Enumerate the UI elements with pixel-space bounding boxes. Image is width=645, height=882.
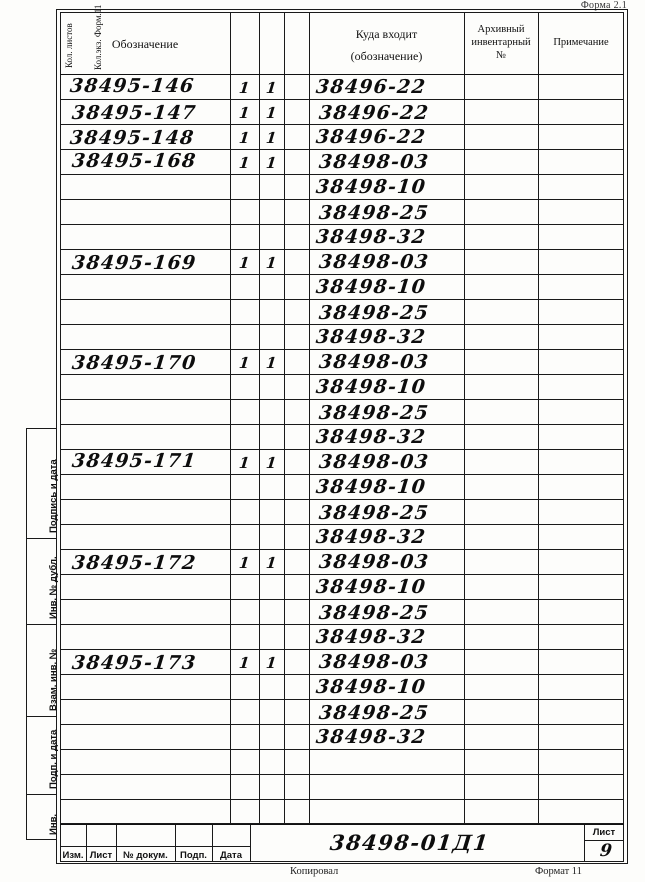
tb-col-data: Дата	[220, 850, 242, 861]
cell-where-included: 38498-25	[317, 502, 431, 524]
tb-col-izm: Изм.	[62, 850, 84, 861]
cell-where-included: 38498-03	[317, 551, 431, 573]
table-row[interactable]	[60, 649, 624, 674]
cell-where-included: 38498-32	[314, 726, 428, 748]
header-notes: Примечание	[553, 37, 609, 48]
cell-where-included: 38498-25	[317, 402, 431, 424]
cell-where-included: 38498-25	[317, 202, 431, 224]
tb-col-list: Лист	[89, 850, 113, 861]
cell-copies-count: 1	[265, 654, 278, 672]
footer-format: Формат 11	[535, 866, 582, 877]
left-margin-cell	[27, 625, 57, 717]
cell-copies-count: 1	[265, 554, 278, 572]
table-row[interactable]	[60, 699, 624, 724]
table-row[interactable]	[60, 199, 624, 224]
cell-designation: 38495-170	[70, 352, 198, 374]
table-row[interactable]	[60, 149, 624, 174]
header-archive-inv-1: Архивный	[477, 24, 525, 35]
table-row[interactable]	[60, 224, 624, 249]
table-row[interactable]	[60, 749, 624, 774]
left-margin-strip	[26, 428, 59, 840]
form-label: Форма 2.1	[580, 0, 627, 11]
table-row[interactable]	[60, 574, 624, 599]
cell-where-included: 38498-25	[317, 602, 431, 624]
cell-where-included: 38498-32	[314, 426, 428, 448]
cell-sheet-count: 1	[238, 454, 251, 472]
cell-where-included: 38498-10	[314, 576, 428, 598]
table-row[interactable]	[60, 799, 624, 824]
table-row[interactable]	[60, 324, 624, 349]
tb-col-podp: Подп.	[180, 850, 207, 861]
cell-designation: 38495-168	[70, 150, 198, 172]
tb-sheet-number: 9	[598, 841, 615, 861]
cell-where-included: 38496-22	[317, 102, 431, 124]
tb-sep-5	[250, 825, 251, 861]
left-margin-cell	[27, 795, 57, 841]
table-row[interactable]	[60, 474, 624, 499]
table-row[interactable]	[60, 774, 624, 799]
tb-col-docnum: № докум.	[123, 850, 168, 861]
header-sheet-count	[65, 23, 74, 68]
header-archive-inv-3: №	[495, 50, 507, 61]
title-block	[60, 824, 624, 861]
cell-where-included: 38498-03	[317, 151, 431, 173]
cell-where-included: 38498-25	[317, 702, 431, 724]
table-row[interactable]	[60, 374, 624, 399]
cell-where-included: 38498-03	[317, 251, 431, 273]
cell-where-included: 38498-32	[314, 226, 428, 248]
cell-where-included: 38498-32	[314, 526, 428, 548]
cell-where-included: 38498-10	[314, 176, 428, 198]
cell-designation: 38495-169	[70, 252, 198, 274]
left-margin-label: Подп. и дата	[48, 729, 59, 789]
header-sheet-count-text: Кол. листов	[64, 23, 74, 68]
cell-where-included: 38498-10	[314, 376, 428, 398]
header-designation: Обозначение	[111, 37, 179, 51]
cell-where-included: 38498-03	[317, 451, 431, 473]
table-row[interactable]	[60, 549, 624, 574]
table-row[interactable]	[60, 674, 624, 699]
header-copies-count	[94, 5, 103, 70]
sheet-designation-value: 38498-01Д1	[328, 830, 491, 855]
left-margin-label: Инв.	[48, 813, 59, 835]
tb-sheet-label: Лист	[592, 827, 616, 838]
table-row[interactable]	[60, 524, 624, 549]
cell-designation: 38495-172	[70, 552, 198, 574]
left-margin-label: Инв. № дубл.	[48, 556, 59, 619]
cell-sheet-count: 1	[238, 354, 251, 372]
cell-where-included: 38498-25	[317, 302, 431, 324]
footer-kopiroval: Копировал	[290, 866, 339, 877]
cell-sheet-count: 1	[238, 654, 251, 672]
cell-where-included: 38498-03	[317, 651, 431, 673]
cell-where-included: 38498-10	[314, 276, 428, 298]
cell-where-included: 38496-22	[314, 76, 428, 98]
left-margin-cell	[27, 717, 57, 795]
table-row[interactable]	[60, 299, 624, 324]
cell-where-included: 38498-32	[314, 626, 428, 648]
cell-where-included: 38496-22	[314, 126, 428, 148]
left-margin-label: Взам. инв. №	[48, 648, 59, 711]
cell-copies-count: 1	[265, 354, 278, 372]
header-copies-count-text: Кол.экз. Форм.11	[93, 4, 103, 70]
cell-copies-count: 1	[265, 254, 278, 272]
table-row[interactable]	[60, 174, 624, 199]
cell-where-included: 38498-10	[314, 676, 428, 698]
table-row[interactable]	[60, 124, 624, 149]
table-row[interactable]	[60, 249, 624, 274]
cell-designation: 38495-148	[68, 127, 196, 149]
left-margin-cell	[27, 429, 57, 539]
left-margin-cell	[27, 539, 57, 625]
cell-where-included: 38498-10	[314, 476, 428, 498]
header-archive-inv-2: инвентарный	[471, 37, 531, 48]
cell-designation: 38495-173	[70, 652, 198, 674]
table-row[interactable]	[60, 99, 624, 124]
cell-sheet-count: 1	[238, 129, 251, 147]
cell-sheet-count: 1	[238, 104, 251, 122]
cell-designation: 38495-146	[68, 75, 196, 97]
cell-sheet-count: 1	[238, 254, 251, 272]
cell-copies-count: 1	[265, 154, 278, 172]
table-row[interactable]	[60, 424, 624, 449]
cell-designation: 38495-147	[70, 102, 198, 124]
table-row[interactable]	[60, 499, 624, 524]
table-row[interactable]	[60, 349, 624, 374]
cell-sheet-count: 1	[238, 554, 251, 572]
cell-copies-count: 1	[265, 104, 278, 122]
table-row[interactable]	[60, 399, 624, 424]
table-row[interactable]	[60, 724, 624, 749]
cell-designation: 38495-171	[70, 450, 198, 472]
table-row[interactable]	[60, 274, 624, 299]
table-row[interactable]	[60, 449, 624, 474]
cell-where-included: 38498-32	[314, 326, 428, 348]
cell-copies-count: 1	[265, 79, 278, 97]
table-row[interactable]	[60, 74, 624, 99]
tb-row-rule	[60, 846, 250, 847]
header-where-included-1: Куда входит	[355, 27, 418, 41]
header-where-included-2: (обозначение)	[350, 49, 423, 63]
cell-where-included: 38498-03	[317, 351, 431, 373]
table-row[interactable]	[60, 624, 624, 649]
cell-copies-count: 1	[265, 129, 278, 147]
cell-copies-count: 1	[265, 454, 278, 472]
left-margin-label: Подпись и дата	[48, 459, 59, 533]
cell-sheet-count: 1	[238, 79, 251, 97]
table-row[interactable]	[60, 599, 624, 624]
cell-sheet-count: 1	[238, 154, 251, 172]
